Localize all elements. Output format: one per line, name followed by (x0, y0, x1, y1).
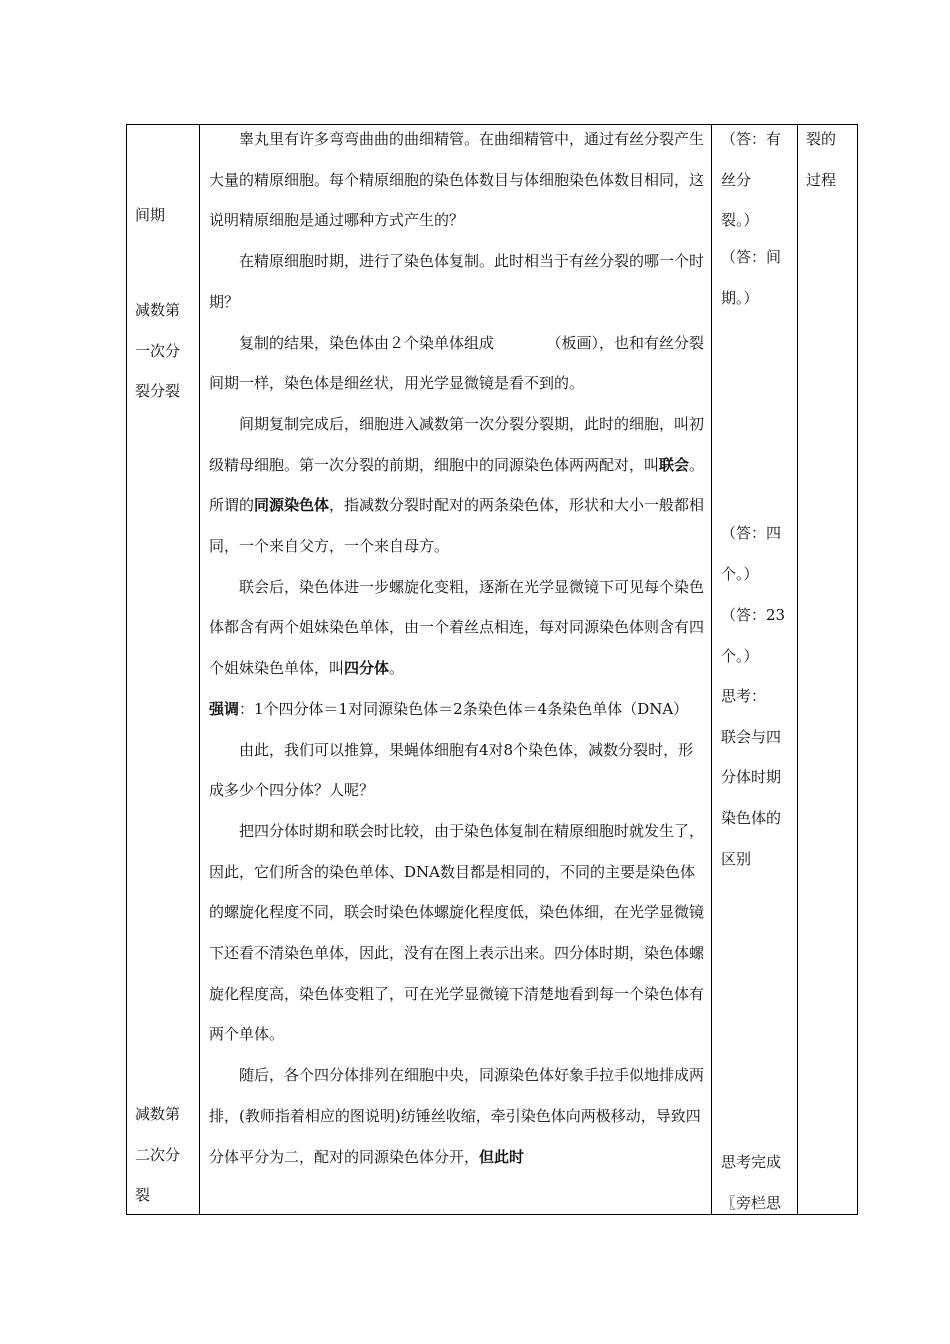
text-run: ，指减数分裂时配对的两条染色体，形状和大小一般都相同，一个来自父方，一个来自母方。 (209, 496, 705, 556)
answer-note-3: （答：四 个。） (721, 524, 782, 583)
body-paragraph (209, 811, 705, 1055)
body-paragraph (209, 1055, 705, 1177)
bold-term: 联会 (659, 455, 690, 474)
text-run: 。 (389, 659, 405, 678)
body-paragraph (209, 241, 705, 322)
answer-note-1: （答：有 丝分 裂。） (721, 130, 782, 230)
think-complete-note: 思考完成 〖旁栏思 (721, 1153, 782, 1212)
body-paragraph (209, 730, 705, 811)
body-paragraph (209, 404, 705, 567)
answer-note-2: （答：间 期。） (721, 248, 782, 307)
content-column (199, 125, 711, 1214)
lesson-body-text (209, 119, 705, 1177)
think-note: 思考： 联会与四 分体时期 染色体的 区别 (721, 687, 782, 868)
section-label: 裂的 过程 (806, 130, 837, 189)
body-paragraph (209, 119, 705, 241)
body-paragraph (209, 323, 705, 404)
text-run: ：1个四分体＝1对同源染色体＝2条染色体＝4条染色单体（DNA） (239, 699, 689, 718)
bold-term: 强调 (209, 699, 240, 718)
text-run: 把四分体时期和联会时比较，由于染色体复制在精原细胞时就发生了，因此，它们所含的染色单体、DNA数目都是相同的，不同的主要是染色体的螺旋化程度不同，联会时染色体螺旋化程度低，染色体细，在光学显微镜下还看不清染色单体，因此，没有在图上表示出来。四分体时期，染色体螺旋化程度高，染色体变粗了，可在光学显微镜下清楚地看到每一个染色体有两个单体。 (209, 821, 705, 1044)
label-interphase: 间期 (135, 206, 166, 224)
section-column (797, 125, 859, 1214)
text-run: 联会后，染色体进一步螺旋化变粗，逐渐在光学显微镜下可见每个染色体都含有两个姐妹染色单体，由一个着丝点相连，每对同源染色体则含有四个姐妹染色单体，叫 (209, 577, 705, 678)
bold-term: 但此时 (479, 1147, 525, 1166)
text-run: 随后，各个四分体排列在细胞中央，同源染色体好象手拉手似地排成两排，(教师指着相应的图说明)纺锤丝收缩，牵引染色体向两极移动，导致四分体平分为二，配对的同源染色体分开， (209, 1066, 705, 1166)
text-run: 间期复制完成后，细胞进入减数第一次分裂分裂期，此时的细胞，叫初级精母细胞。第一次分裂的前期，细胞中的同源染色体两两配对，叫 (209, 414, 705, 474)
label-meiosis-2: 减数第 二次分 裂 (135, 1105, 181, 1205)
text-run: 由此，我们可以推算，果蝇体细胞有4对8个染色体，减数分裂时，形成多少个四分体？人呢？ (209, 740, 694, 800)
bold-term: 四分体 (344, 659, 390, 678)
stage-column (127, 125, 199, 1214)
answer-note-4: （答：23 个。） (721, 606, 786, 665)
lesson-table (126, 124, 858, 1215)
text-run: 复制的结果，染色体由２个染单体组成 （板画），也和有丝分裂间期一样，染色体是细丝状，用光学显微镜是看不到的。 (209, 333, 705, 393)
bold-term: 同源染色体 (254, 496, 330, 515)
text-run: 睾丸里有许多弯弯曲曲的曲细精管。在曲细精管中，通过有丝分裂产生大量的精原细胞。每个精原细胞的染色体数目与体细胞染色体数目相同，这说明精原细胞是通过哪种方式产生的？ (209, 130, 705, 230)
text-run: 。所谓的 (209, 455, 705, 515)
label-meiosis-1: 减数第 一次分 裂分裂 (135, 301, 181, 401)
notes-column (711, 125, 797, 1214)
text-run: 在精原细胞时期，进行了染色体复制。此时相当于有丝分裂的哪一个时期？ (209, 252, 705, 311)
body-paragraph (209, 689, 705, 730)
body-paragraph (209, 567, 705, 689)
